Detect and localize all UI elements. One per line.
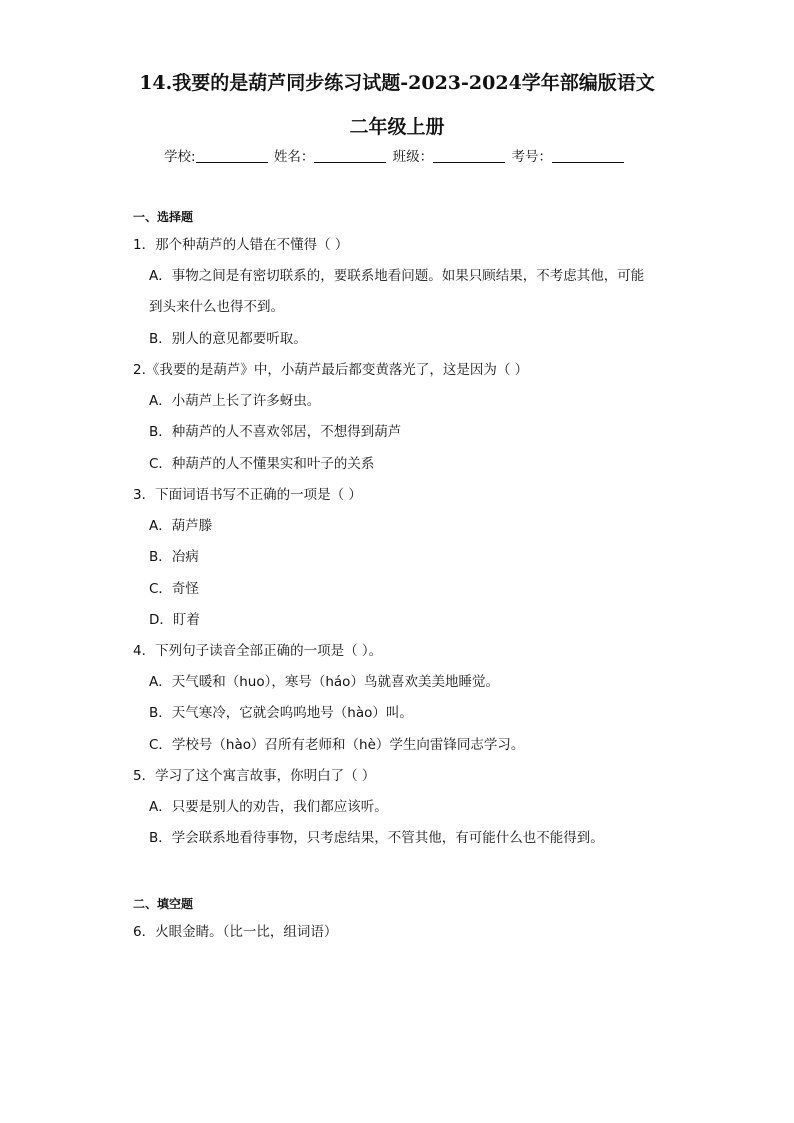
- question-4-stem: 4．下列句子读音全部正确的一项是（ ）。: [133, 643, 383, 659]
- question-1-stem: 1．那个种葫芦的人错在不懂得（ ）: [133, 237, 349, 253]
- question-3-option-c: C．奇怪: [149, 581, 199, 597]
- question-3-option-d: D．盯着: [149, 612, 200, 628]
- class-blank[interactable]: [433, 148, 505, 163]
- question-5-stem: 5．学习了这个寓言故事，你明白了（ ）: [133, 768, 376, 784]
- document-title-line2: 二年级上册: [349, 116, 445, 138]
- number-label: 考号：: [511, 149, 552, 165]
- number-blank[interactable]: [552, 148, 624, 163]
- question-1-option-a: A．事物之间是有密切联系的，要联系地看问题。如果只顾结果，不考虑其他，可能: [149, 268, 645, 284]
- document-title-line1: 14.我要的是葫芦同步练习试题-2023-2024学年部编版语文: [139, 72, 655, 94]
- question-6-stem: 6．火眼金睛。（比一比，组词语）: [133, 924, 338, 940]
- question-3-option-a: A．葫芦滕: [149, 518, 213, 534]
- class-label: 班级：: [392, 149, 434, 165]
- school-blank[interactable]: [196, 148, 268, 163]
- question-5-option-b: B．学会联系地看待事物，只考虑结果，不管其他，有可能什么也不能得到。: [149, 830, 604, 846]
- question-4-option-b: B．天气寒冷，它就会呜呜地号（hào）叫。: [149, 705, 413, 721]
- question-3-option-b: B．冶病: [149, 549, 199, 565]
- name-label: 姓名：: [273, 149, 315, 165]
- question-1-option-a-cont: 到头来什么也得不到。: [149, 299, 284, 315]
- student-info-line: [164, 145, 626, 165]
- question-3-stem: 3．下面词语书写不正确的一项是（ ）: [133, 487, 362, 503]
- section-heading-choice: 一、选择题: [133, 210, 194, 224]
- question-4-option-c: C．学校号（hào）召所有老师和（hè）学生向雷锋同志学习。: [149, 737, 525, 753]
- name-blank[interactable]: [314, 148, 386, 163]
- question-5-option-a: A．只要是别人的劝告，我们都应该听。: [149, 799, 388, 815]
- question-2-option-b: B．种葫芦的人不喜欢邻居，不想得到葫芦: [149, 424, 402, 440]
- question-2-option-a: A．小葫芦上长了许多蚜虫。: [149, 393, 321, 409]
- section-heading-fill: 二、填空题: [133, 897, 194, 911]
- question-1-option-b: B．别人的意见都要听取。: [149, 331, 307, 347]
- school-label: 学校:: [164, 149, 196, 165]
- question-2-option-c: C．种葫芦的人不懂果实和叶子的关系: [149, 456, 375, 472]
- question-4-option-a: A．天气暖和（huo），寒号（háo）鸟就喜欢美美地睡觉。: [149, 674, 499, 690]
- question-2-stem: 2.《我要的是葫芦》中，小葫芦最后都变黄落光了，这是因为（ ）: [133, 362, 529, 378]
